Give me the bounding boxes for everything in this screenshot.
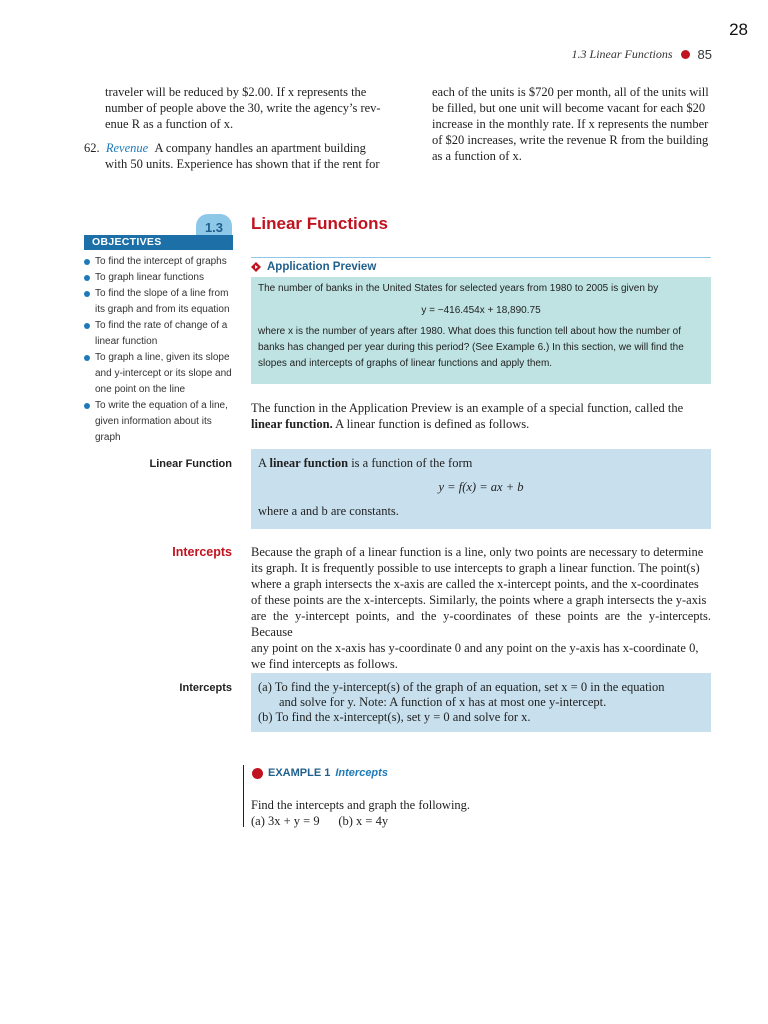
running-head-title: 1.3 Linear Functions bbox=[571, 47, 673, 61]
objective-item: To graph linear functions bbox=[84, 270, 236, 286]
running-head bbox=[572, 47, 712, 62]
intercepts-box-label: Intercepts bbox=[179, 682, 232, 694]
exercise-62: 62. Revenue A company handles an apartment building with 50 units. Experience has shown that if the rent for bbox=[84, 141, 380, 171]
top-right-paragraph: each of the units is $720 per month, all of the units will be filled, but one unit will become vacant for each $20 increase in the monthly rate. If x represents the number of $20 increases, write the revenue R from the building as a function of x. bbox=[432, 85, 709, 163]
running-head-page: 85 bbox=[697, 47, 712, 62]
exercise-label: Revenue bbox=[105, 141, 149, 155]
intercepts-section-label: Intercepts bbox=[172, 545, 232, 559]
objective-item: To find the rate of change of a linear function bbox=[84, 318, 236, 350]
application-preview-heading: Application Preview bbox=[251, 257, 711, 273]
objective-item: To find the intercept of graphs bbox=[84, 254, 236, 270]
objectives-list bbox=[84, 254, 236, 446]
example-body: Find the intercepts and graph the following. (a) 3x + y = 9 (b) x = 4y bbox=[251, 798, 471, 828]
section-number-badge: 1.3 bbox=[196, 214, 232, 240]
preview-equation: y = −416.454x + 18,890.75 bbox=[421, 305, 541, 316]
page-number: 28 bbox=[729, 20, 748, 39]
example-heading: EXAMPLE 1 Intercepts bbox=[252, 767, 388, 779]
intercepts-box: (a) To find the y-intercept(s) of the graph of an equation, set x = 0 in the equation and solve for y. Note: A function of x has at most one y-intercept. (b) To find the x-intercept(s), set y = 0 and solve for x. bbox=[251, 673, 711, 732]
application-preview-box: The number of banks in the United States for selected years from 1980 to 2005 is given by y = −416.454x + 18,890.75 where x is the number of years after 1980. What does this function tell about how the number of banks has changed per year during this period? (See Example 6.) In this section, we will find the slopes and intercepts of graphs of linear functions and apply them. bbox=[251, 277, 711, 384]
objective-item: To graph a line, given its slope and y-intercept or its slope and one point on the line bbox=[84, 350, 236, 398]
definition-box: A linear function is a function of the form y = f(x) = ax + b where a and b are constants. bbox=[251, 449, 711, 529]
objective-item: To write the equation of a line, given information about its graph bbox=[84, 398, 236, 446]
diamond-arrow-icon bbox=[251, 262, 261, 272]
intro-paragraph: The function in the Application Preview is an example of a special function, called the linear function. A linear function is defined as follows. bbox=[251, 401, 684, 431]
intercepts-paragraph: Because the graph of a linear function is a line, only two points are necessary to determine its graph. It is frequently possible to use intercepts to graph a linear function. The point(s) where a graph intersects the x-axis are called the x-intercept points, and the x-coordinates of these points are the x-intercepts. Similarly, the points where a graph intersects the y-axis are the y-intercept points, and the y-coordinates of these points are the y-intercepts. Because any point on the x-axis has y-coordinate 0 and any point on the y-axis has x-coordinate 0, we find intercepts as follows. bbox=[251, 545, 711, 671]
top-left-paragraph: traveler will be reduced by $2.00. If x represents the number of people above the 30, write the agency’s rev- enue R as a function of x. bbox=[105, 85, 381, 131]
example-dot-icon bbox=[252, 768, 263, 779]
objective-item: To find the slope of a line from its graph and from its equation bbox=[84, 286, 236, 318]
bullet-dot-icon bbox=[681, 50, 690, 59]
definition-label: Linear Function bbox=[149, 458, 232, 470]
section-title: Linear Functions bbox=[251, 214, 388, 233]
definition-equation: y = f(x) = ax + b bbox=[438, 480, 524, 494]
objectives-label: OBJECTIVES bbox=[84, 235, 233, 250]
exercise-number: 62. bbox=[84, 141, 100, 155]
example-rule bbox=[243, 765, 244, 827]
